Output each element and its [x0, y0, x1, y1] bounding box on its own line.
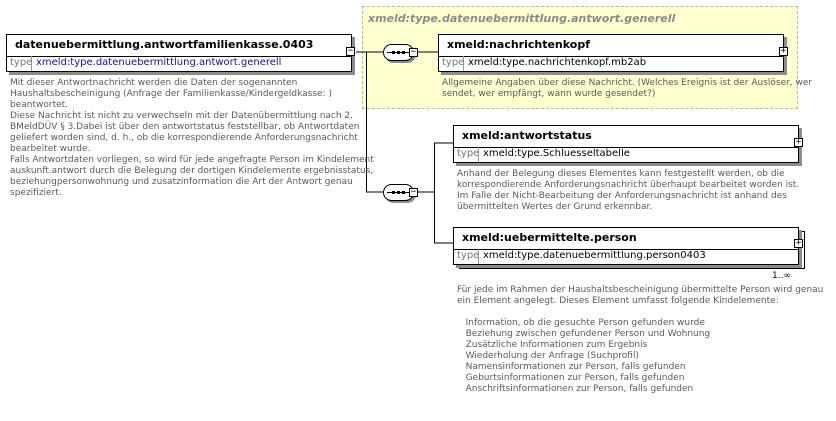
antwortstatus-expand-toggle[interactable]: +: [795, 137, 802, 147]
root-element-description: Mit dieser Antwortnachricht werden die Daten der sogenannten Haushaltsbescheinigung (Anfrage der Familienkasse/Kindergeldkasse: ) beantwortet. Diese Nachricht ist nicht zu verwechseln mit der Datenübermittlung nach 2. BMeldDÜV § 3.Dabei ist über den antwortstatus feststellbar, ob Antwortdaten geliefert worden sind, d. h., ob die korrespondierende Anforderungsnachricht bearbeitet wurde. Falls Antwortdaten vorliegen, so wird für jede angefragte Person im Kindelement auskunft.antwort durch die Belegung der dortigen Kindelemente ergebnisstatus, beziehungpersonwohnung und zusatzinformation die Art der Antwort genau spezifiziert.: [10, 78, 374, 198]
type-label: type: [454, 147, 479, 162]
type-label: type: [439, 56, 464, 71]
person-expand-toggle[interactable]: +: [795, 238, 802, 248]
antwortstatus-name: xmeld:antwortstatus: [454, 126, 798, 148]
nachrichtenkopf-element-box[interactable]: [438, 34, 784, 72]
sequence-collapse-toggle[interactable]: −: [410, 47, 417, 57]
type-label: type: [454, 249, 479, 264]
antwortstatus-element-box[interactable]: [453, 125, 799, 163]
person-cardinality: 1..∞: [772, 271, 791, 281]
root-element-type-row: [7, 56, 351, 71]
person-type-value: xmeld:type.datenuebermittlung.person0403: [483, 250, 706, 261]
root-element-type-link[interactable]: xmeld:type.datenuebermittlung.antwort.generell: [36, 57, 282, 68]
person-type-row: [454, 249, 798, 264]
antwortstatus-description: Anhand der Belegung dieses Elementes kann festgestellt werden, ob die korrespondierende Anforderungsnachricht überhaupt bearbeitet worden ist. Im Falle der Nicht-Bearbeitung der Anforderungsnachricht ist anhand des übermittelten Wertes der Grund erkennbar.: [457, 169, 800, 212]
root-element-box[interactable]: [6, 34, 352, 72]
group-title: xmeld:type.datenuebermittlung.antwort.generell: [368, 12, 676, 25]
sequence-collapse-toggle-2[interactable]: −: [410, 187, 417, 197]
antwortstatus-type-value: xmeld:type.Schluesseltabelle: [483, 148, 630, 159]
nachrichtenkopf-name: xmeld:nachrichtenkopf: [439, 35, 783, 57]
person-description: Für jede im Rahmen der Haushaltsbescheinigung übermittelte Person wird genau ein Element angelegt. Dieses Element umfasst folgende Kindelemente: Information, ob die gesuchte Person gefunden wurde Beziehung zwischen gefundener Person und Wohnung Zusätzliche Informationen zum Ergebnis Wiederholung der Anfrage (Suchprofil) Namensinformationen zur Person, falls gefunden Geburtsinformationen zur Person, falls gefunden Anschriftsinformationen zur Person, falls gefunden: [457, 285, 824, 394]
root-collapse-toggle[interactable]: −: [347, 46, 354, 56]
type-label: type: [7, 56, 32, 71]
root-element-name: datenuebermittlung.antwortfamilienkasse.0403: [7, 35, 351, 57]
antwortstatus-type-row: [454, 147, 798, 162]
person-name: xmeld:uebermittelte.person: [454, 228, 798, 250]
nachrichtenkopf-expand-toggle[interactable]: +: [780, 46, 787, 56]
nachrichtenkopf-type-row: [439, 56, 783, 71]
person-element-box[interactable]: [453, 227, 799, 265]
nachrichtenkopf-description: Allgemeine Angaben über diese Nachricht. (Welches Ereignis ist der Auslöser, wer sendet, wer empfängt, wann wurde gesendet?): [442, 78, 813, 99]
nachrichtenkopf-type-value: xmeld:type.nachrichtenkopf.mb2ab: [468, 57, 647, 68]
